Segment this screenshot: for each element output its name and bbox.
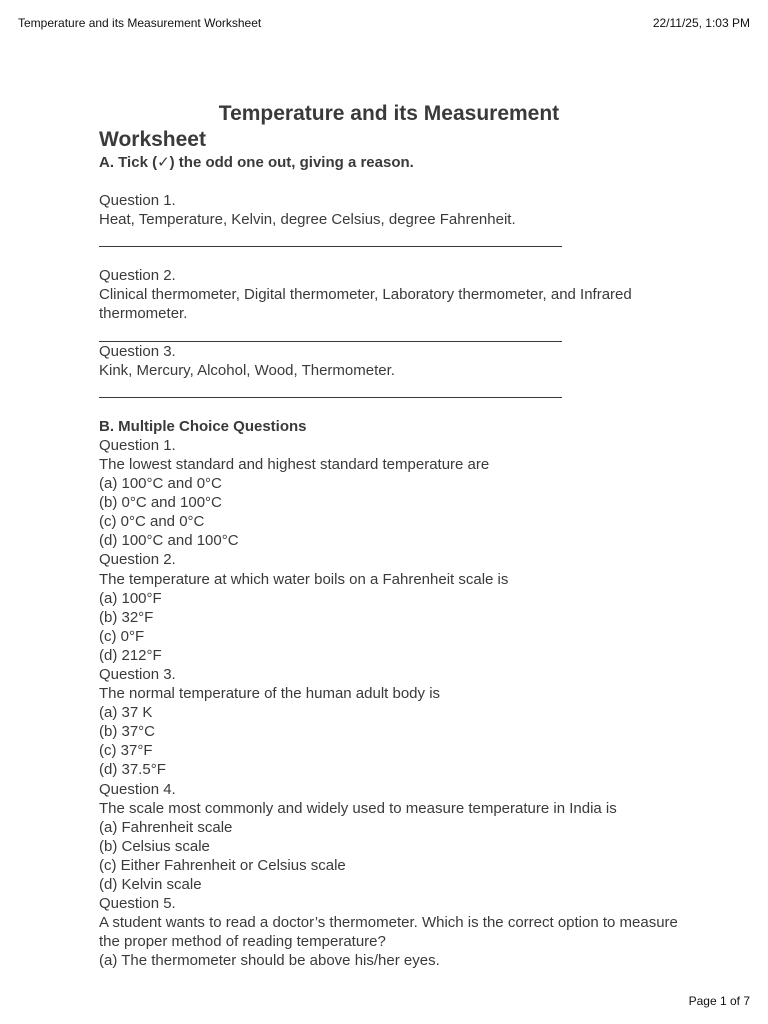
question-text: The scale most commonly and widely used to measure temperature in India is bbox=[99, 799, 617, 817]
question-text: Kink, Mercury, Alcohol, Wood, Thermometer. bbox=[99, 361, 395, 379]
question-text: The lowest standard and highest standard temperature are bbox=[99, 455, 490, 473]
answer-line bbox=[99, 229, 562, 247]
mcq-question-1 bbox=[99, 436, 679, 551]
worksheet-content bbox=[99, 100, 679, 970]
option: (d) 37.5°F bbox=[99, 761, 166, 779]
option: (a) 37 K bbox=[99, 704, 153, 722]
question-label: Question 4. bbox=[99, 780, 176, 798]
page-number: Page 1 of 7 bbox=[688, 994, 750, 1008]
option: (a) Fahrenheit scale bbox=[99, 818, 233, 836]
question-label: Question 2. bbox=[99, 267, 176, 285]
question-label: Question 3. bbox=[99, 665, 176, 683]
question-label: Question 1. bbox=[99, 192, 176, 210]
print-header-title: Temperature and its Measurement Worksheet bbox=[18, 16, 262, 30]
option: (d) 100°C and 100°C bbox=[99, 532, 239, 550]
section-b bbox=[99, 417, 679, 971]
question-label: Question 5. bbox=[99, 895, 176, 913]
section-a-question-2 bbox=[99, 266, 679, 341]
title-line-1: Temperature and its Measurement bbox=[218, 102, 560, 125]
option: (b) 0°C and 100°C bbox=[99, 494, 222, 512]
option: (c) 0°C and 0°C bbox=[99, 513, 205, 531]
option: (b) 37°C bbox=[99, 723, 156, 741]
page-title bbox=[99, 100, 679, 153]
option: (c) Either Fahrenheit or Celsius scale bbox=[99, 856, 346, 874]
section-a bbox=[99, 153, 679, 417]
question-label: Question 2. bbox=[99, 551, 176, 569]
section-a-title: A. Tick (✓) the odd one out, giving a reason. bbox=[99, 154, 414, 171]
mcq-question-2 bbox=[99, 550, 679, 665]
answer-line bbox=[99, 324, 562, 342]
option: (d) Kelvin scale bbox=[99, 876, 202, 893]
question-text: The normal temperature of the human adult body is bbox=[99, 685, 441, 703]
option: (d) 212°F bbox=[99, 646, 162, 664]
option: (a) 100°F bbox=[99, 589, 162, 607]
option: (b) Celsius scale bbox=[99, 837, 210, 855]
question-text: Clinical thermometer, Digital thermometer, Laboratory thermometer, and Infrared thermometer. bbox=[99, 286, 632, 323]
option: (a) 100°C and 0°C bbox=[99, 475, 222, 493]
option: (a) The thermometer should be above his/her eyes. bbox=[99, 952, 440, 970]
print-header-timestamp: 22/11/25, 1:03 PM bbox=[652, 16, 750, 30]
question-text: The temperature at which water boils on a Fahrenheit scale is bbox=[99, 570, 509, 588]
mcq-question-3 bbox=[99, 665, 679, 780]
option: (b) 32°F bbox=[99, 608, 154, 626]
section-a-question-3 bbox=[99, 342, 679, 398]
section-b-title: B. Multiple Choice Questions bbox=[99, 417, 307, 435]
mcq-question-5 bbox=[99, 894, 679, 970]
question-label: Question 3. bbox=[99, 342, 176, 360]
question-text: Heat, Temperature, Kelvin, degree Celsius, degree Fahrenheit. bbox=[99, 211, 516, 229]
answer-line bbox=[99, 380, 562, 398]
question-label: Question 1. bbox=[99, 436, 176, 454]
option: (c) 0°F bbox=[99, 627, 145, 645]
option: (c) 37°F bbox=[99, 742, 153, 760]
section-a-question-1 bbox=[99, 191, 679, 247]
mcq-question-4 bbox=[99, 780, 679, 895]
title-line-2: Worksheet bbox=[99, 128, 206, 151]
question-text: A student wants to read a doctor’s thermometer. Which is the correct option to measure the proper method of reading temperature? bbox=[99, 914, 678, 951]
